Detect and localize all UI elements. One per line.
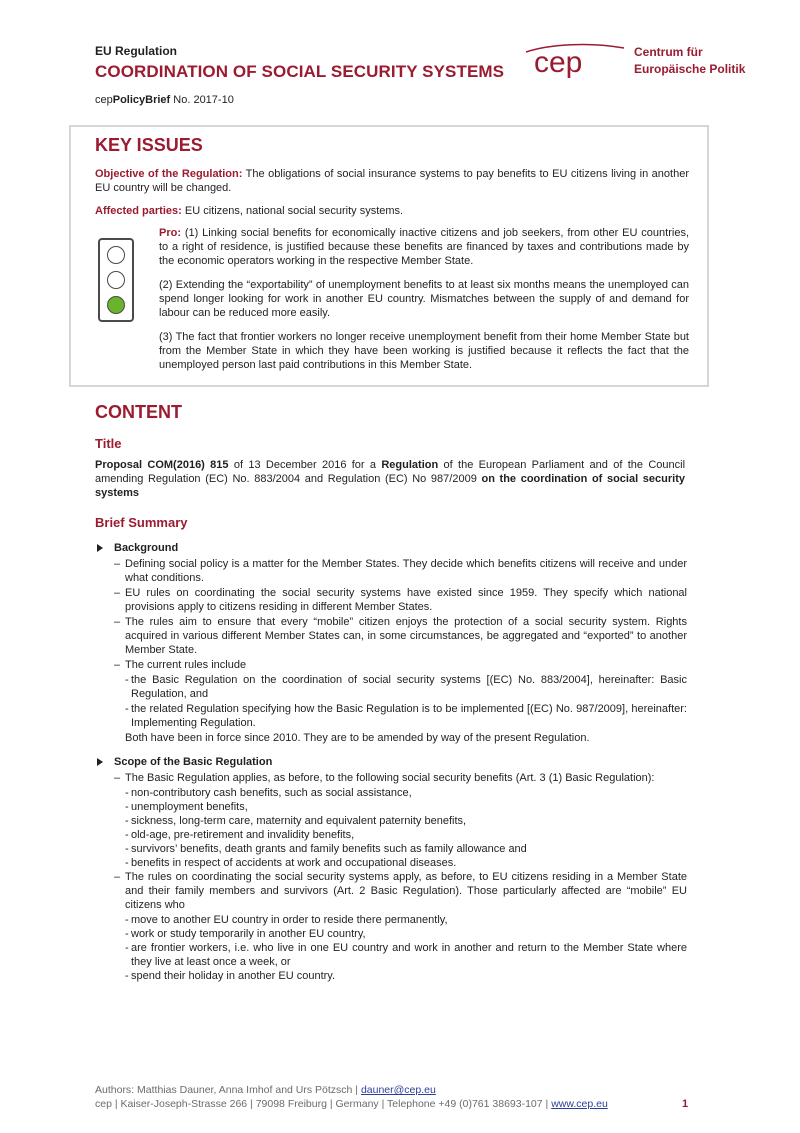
logo-mark-text: cep	[534, 46, 583, 79]
page-number: 1	[682, 1098, 689, 1110]
hyphen-bullet-icon: -	[125, 970, 129, 982]
sub-list-item-text: are frontier workers, i.e. who live in one EU country and work in another and return to the Member State where they live at least once a week, or	[131, 942, 687, 968]
sub-list-item	[95, 941, 687, 969]
background-section	[95, 541, 687, 745]
logo-name-line2: Europäische Politik	[634, 62, 746, 76]
pro-label: Pro:	[159, 227, 181, 239]
document-title: COORDINATION OF SOCIAL SECURITY SYSTEMS	[95, 62, 505, 81]
hyphen-bullet-icon: -	[125, 928, 129, 940]
logo-organisation-name	[634, 44, 764, 78]
sub-list-item-text: old-age, pre-retirement and invalidity benefits,	[131, 829, 355, 841]
objective-label: Objective of the Regulation:	[95, 168, 243, 180]
hyphen-bullet-icon: -	[125, 787, 129, 799]
content-section-title: CONTENT	[95, 402, 182, 422]
traffic-light-green-lamp	[107, 296, 125, 314]
cep-logo	[520, 38, 760, 86]
pro-argument-1	[159, 226, 689, 268]
hyphen-bullet-icon: -	[125, 801, 129, 813]
scope-section	[95, 755, 687, 983]
sub-list-item	[95, 927, 687, 941]
proposal-text-1: of 13 December 2016 for a	[228, 459, 382, 471]
list-item	[95, 557, 687, 585]
hyphen-bullet-icon: -	[125, 857, 129, 869]
sub-list-item	[95, 828, 687, 842]
footer-authors-text: Authors: Matthias Dauner, Anna Imhof and Urs Pötzsch |	[95, 1084, 361, 1096]
key-issues-title: KEY ISSUES	[95, 135, 203, 155]
document-category: EU Regulation	[95, 44, 178, 58]
dash-bullet-icon: –	[114, 871, 121, 883]
triangle-bullet-icon	[97, 758, 103, 766]
traffic-light-yellow-lamp	[107, 271, 125, 289]
sub-list-item-text: the related Regulation specifying how the Basic Regulation is to be implemented [(EC) No. 987/2009], hereinafter: Implementing Regulation.	[131, 703, 687, 729]
proposal-label: Proposal COM(2016) 815	[95, 459, 229, 471]
list-item	[95, 615, 687, 657]
hyphen-bullet-icon: -	[125, 843, 129, 855]
hyphen-bullet-icon: -	[125, 942, 129, 954]
footer-address-text: cep | Kaiser-Joseph-Strasse 266 | 79098 Freiburg | Germany | Telephone +49 (0)761 38693-107 |	[95, 1098, 552, 1110]
background-heading	[95, 541, 687, 555]
sub-list-item-text: non-contributory cash benefits, such as social assistance,	[131, 787, 412, 799]
dash-bullet-icon: –	[114, 659, 121, 671]
dash-bullet-icon: –	[114, 558, 121, 570]
sub-list-item	[95, 702, 687, 730]
proposal-subject: on the coordination of social security systems	[95, 473, 685, 499]
proposal-title-paragraph	[95, 458, 685, 500]
traffic-light-red-lamp	[107, 246, 125, 264]
affected-parties-paragraph	[95, 204, 689, 218]
sub-list-item	[95, 800, 687, 814]
brief-number: No. 2017-10	[170, 94, 234, 106]
pro-argument-3: (3) The fact that frontier workers no longer receive unemployment benefit from their home Member State but from the Member State in which they have been working is justified because it reflects the fact that the unemployed person last paid contributions in this Member State.	[159, 331, 689, 371]
hyphen-bullet-icon: -	[125, 914, 129, 926]
background-closing-text: Both have been in force since 2010. They are to be amended by way of the present Regulation.	[125, 732, 590, 744]
dash-bullet-icon: –	[114, 587, 121, 599]
sub-list-item-text: benefits in respect of accidents at work and occupational diseases.	[131, 857, 457, 869]
list-item	[95, 658, 687, 672]
footer-address	[95, 1097, 608, 1111]
proposal-regulation: Regulation	[381, 459, 439, 471]
sub-list-item-text: unemployment benefits,	[131, 801, 248, 813]
sub-list-item	[95, 842, 687, 856]
pro-argument-2: (2) Extending the “exportability” of unemployment benefits to at least six months means the unemployed can spend longer looking for work in another EU country. Mismatches between the supply of and demand for labour can be reduced more easily.	[159, 279, 689, 319]
list-item	[95, 870, 687, 912]
hyphen-bullet-icon: -	[125, 674, 129, 686]
list-item-text: The rules on coordinating the social security systems apply, as before, to EU citizens residing in a Member State and their family members and survivors (Art. 2 Basic Regulation). Those particularly affected are “mobile” EU citizens who	[125, 871, 687, 911]
list-item-text: EU rules on coordinating the social security systems have existed since 1959. They specify which national provisions apply to citizens residing in different Member States.	[125, 587, 687, 613]
sub-list-item	[95, 814, 687, 828]
brief-summary-heading: Brief Summary	[95, 515, 188, 530]
triangle-bullet-icon	[97, 544, 103, 552]
cep-logo-mark-icon	[520, 38, 630, 86]
hyphen-bullet-icon: -	[125, 815, 129, 827]
sub-list-item-text: spend their holiday in another EU country.	[131, 970, 336, 982]
hyphen-bullet-icon: -	[125, 703, 129, 715]
sub-list-item-text: the Basic Regulation on the coordination of social security systems [(EC) No. 883/2004], hereinafter: Basic Regulation, and	[131, 674, 687, 700]
list-item	[95, 586, 687, 614]
list-item-text: The rules aim to ensure that every “mobile” citizen enjoys the protection of a social security system. Rights acquired in various different Member States can, in some circumstances, be aggregated and “exported” to another Member State.	[125, 616, 687, 656]
title-subheading: Title	[95, 436, 122, 451]
scope-heading	[95, 755, 687, 769]
brief-series: PolicyBrief	[112, 94, 171, 106]
brief-prefix: cep	[95, 94, 113, 106]
sub-list-item	[95, 969, 687, 983]
sub-list-item-text: move to another EU country in order to reside there permanently,	[131, 914, 448, 926]
objective-paragraph	[95, 167, 689, 195]
objective-text: The obligations of social insurance systems to pay benefits to EU citizens living in another EU country will be changed.	[95, 168, 689, 194]
affected-label: Affected parties:	[95, 205, 182, 217]
key-issues-box	[69, 125, 709, 387]
list-item-text: The current rules include	[125, 659, 247, 671]
sub-list-item-text: sickness, long-term care, maternity and equivalent paternity benefits,	[131, 815, 467, 827]
website-link[interactable]: www.cep.eu	[551, 1098, 608, 1110]
list-item-text: Defining social policy is a matter for the Member States. They decide which benefits citizens will receive and under what conditions.	[125, 558, 687, 584]
sub-list-item	[95, 856, 687, 870]
footer-authors	[95, 1083, 436, 1097]
proposal-text-2: of the European Parliament and of the Council amending Regulation (EC) No. 883/2004 and Regulation (EC) No 987/2009	[95, 459, 686, 485]
list-item-text: The Basic Regulation applies, as before, to the following social security benefits (Art. 3 (1) Basic Regulation):	[125, 772, 655, 784]
background-heading-text: Background	[114, 542, 179, 554]
sub-list-item	[95, 673, 687, 701]
brief-number-line	[95, 93, 234, 107]
sub-list-item	[95, 913, 687, 927]
author-email-link[interactable]: dauner@cep.eu	[360, 1084, 436, 1096]
hyphen-bullet-icon: -	[125, 829, 129, 841]
list-item	[95, 771, 687, 785]
dash-bullet-icon: –	[114, 616, 121, 628]
pro1-text: (1) Linking social benefits for economically inactive citizens and job seekers, from other EU countries, to a right of residence, is justified because these benefits are financed by taxes and contributions made by the economic operators working in the respective Member State.	[159, 227, 689, 267]
sub-list-item-text: survivors’ benefits, death grants and family benefits such as family allowance and	[131, 843, 527, 855]
dash-bullet-icon: –	[114, 772, 121, 784]
logo-name-line1: Centrum für	[634, 45, 703, 59]
affected-text: EU citizens, national social security systems.	[181, 205, 404, 217]
scope-heading-text: Scope of the Basic Regulation	[114, 756, 273, 768]
sub-list-item	[95, 786, 687, 800]
sub-list-item-text: work or study temporarily in another EU country,	[131, 928, 366, 940]
traffic-light-icon	[98, 238, 134, 322]
